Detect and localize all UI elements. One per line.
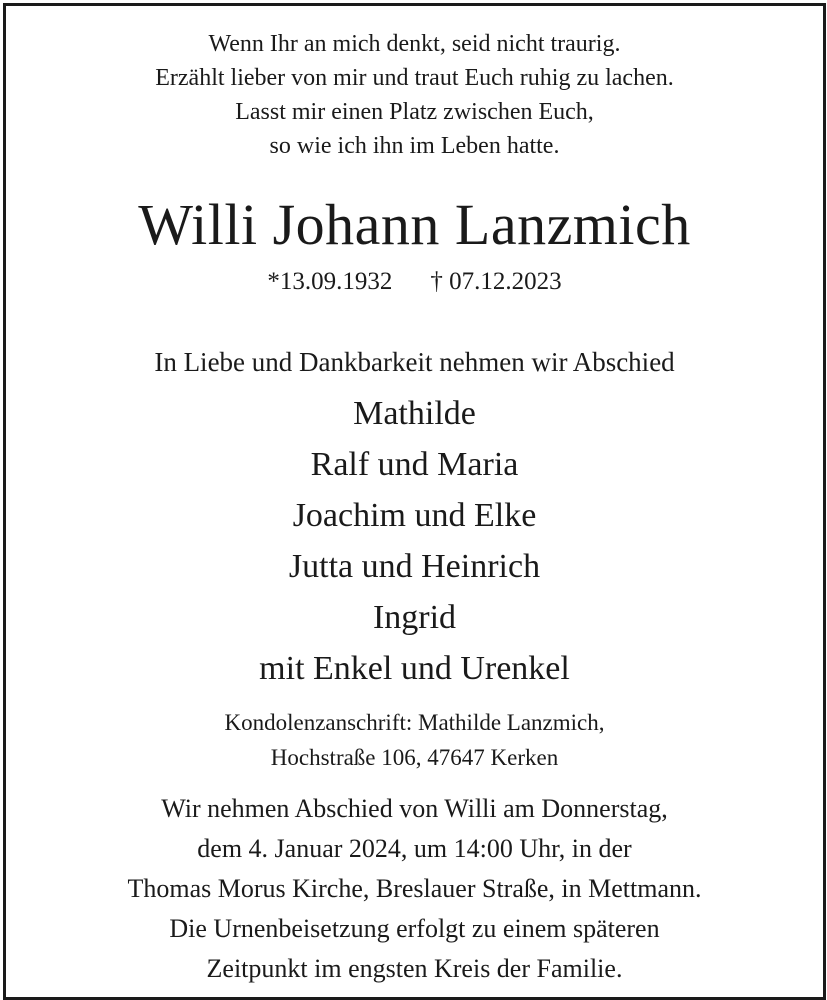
service-info-line: Zeitpunkt im engsten Kreis der Familie. [206, 954, 623, 983]
poem-line: Erzählt lieber von mir und traut Euch ruhig zu lachen. [155, 65, 674, 91]
service-info-line: Thomas Morus Kirche, Breslauer Straße, in Mettmann. [127, 874, 702, 903]
mourner-name: Ralf und Maria [310, 446, 519, 483]
service-info-line: Die Urnenbeisetzung erfolgt zu einem späteren [169, 914, 660, 943]
poem-line: Wenn Ihr an mich denkt, seid nicht traurig. [208, 31, 621, 57]
mourner-name: mit Enkel und Urenkel [259, 650, 570, 687]
condolence-address-line: Kondolenzanschrift: Mathilde Lanzmich, [224, 710, 605, 735]
life-dates [6, 266, 823, 298]
condolence-address-line: Hochstraße 106, 47647 Kerken [270, 745, 559, 770]
mourner-name: Jutta und Heinrich [288, 548, 541, 585]
death-date: † 07.12.2023 [430, 268, 562, 295]
mourner-name: Joachim und Elke [292, 497, 537, 534]
birth-date: *13.09.1932 [267, 268, 393, 295]
poem-line: Lasst mir einen Platz zwischen Euch, [235, 99, 594, 125]
farewell-intro: In Liebe und Dankbarkeit nehmen wir Abschied [154, 347, 675, 377]
poem-line: so wie ich ihn im Leben hatte. [269, 133, 560, 159]
obituary-notice [3, 3, 826, 1000]
service-info-line: dem 4. Januar 2024, um 14:00 Uhr, in der [197, 834, 632, 863]
deceased-name: Willi Johann Lanzmich [138, 192, 691, 257]
mourner-name: Mathilde [353, 395, 476, 432]
mourner-name: Ingrid [372, 599, 457, 636]
service-info-line: Wir nehmen Abschied von Willi am Donnerstag, [161, 794, 668, 823]
